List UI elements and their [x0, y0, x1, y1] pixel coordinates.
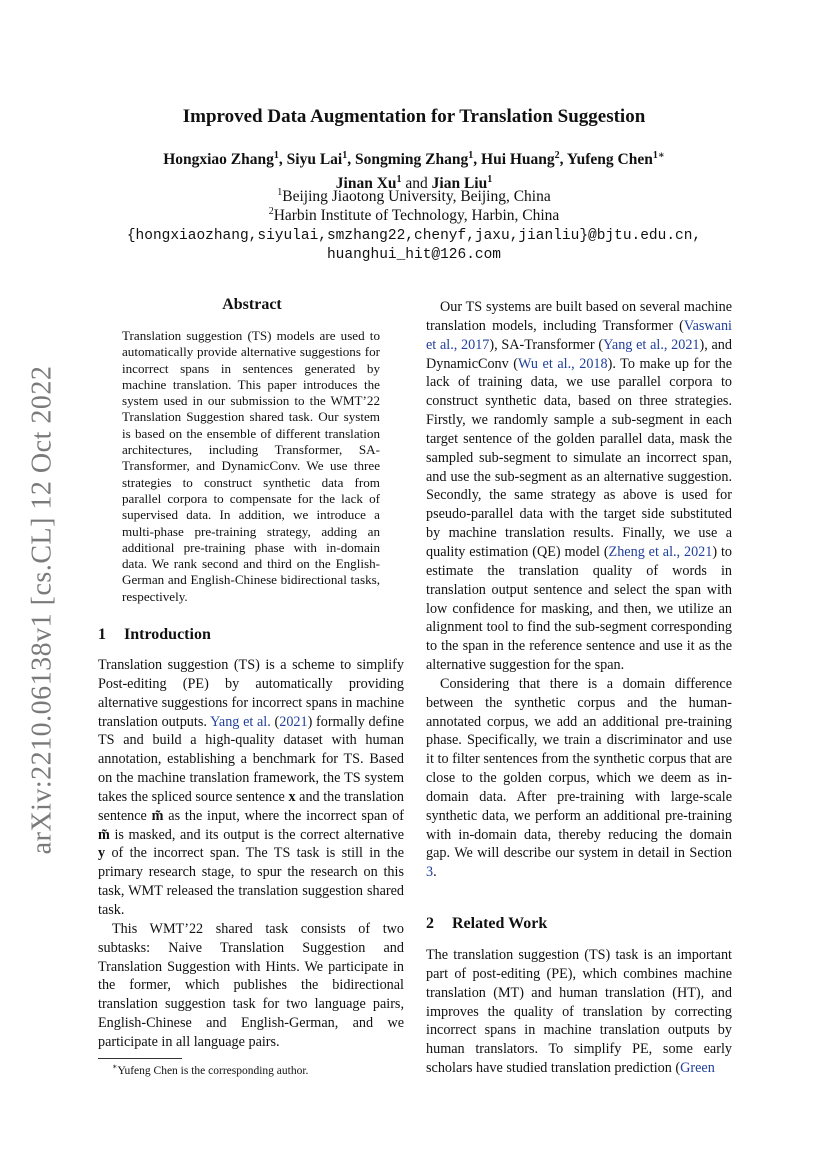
footnote: ∗Yufeng Chen is the corresponding author.	[112, 1062, 309, 1077]
author-name: Songming Zhang	[354, 151, 469, 169]
citation-link[interactable]: Wu et al., 2018	[518, 355, 608, 372]
author-line-2: Jinan Xu$^1$ and Jian Liu$^1$	[335, 174, 493, 193]
email-line-2[interactable]: huanghui_hit@126.com	[326, 247, 502, 263]
author-conjunction: and	[405, 175, 428, 193]
section-1-heading: 1 Introduction	[98, 626, 211, 643]
citation-link[interactable]: Zheng et al., 2021	[608, 543, 713, 560]
citation-year-link[interactable]: 2021	[279, 713, 308, 730]
citation-link[interactable]: Vaswani et al., 2017	[426, 317, 732, 353]
citation-link[interactable]: Green	[680, 1060, 715, 1077]
citation-link[interactable]: Yang et al., 2021	[603, 336, 700, 353]
right-column-body	[426, 298, 732, 882]
math-x: x	[288, 788, 296, 805]
author-name: Siyu Lai	[286, 151, 343, 169]
author-line-1: Hongxiao Zhang$^1$, Siyu Lai$^1$, Songming Zhang$^1$, Hui Huang$^2$, Yufeng Chen$^{1∗}$	[163, 150, 665, 169]
author-name: Yufeng Chen	[566, 151, 653, 169]
affiliation-1: $^1$Beijing Jiaotong University, Beijing, China	[277, 187, 551, 206]
intro-paragraph-2: This WMT’22 shared task consists of two subtasks: Naive Translation Suggestion and Translation Suggestion with Hints. We participate in the former, which publishes the bidirectional translation suggestion task for two language pairs, English-Chinese and English-German, and we participate in all language pairs.	[98, 920, 404, 1050]
related-work-body	[426, 946, 732, 1078]
paper-title: Improved Data Augmentation for Translation Suggestion	[182, 106, 646, 127]
section-reference-link[interactable]: 3	[426, 864, 434, 881]
domain-paragraph: Considering that there is a domain difference between the synthetic corpus and the human-annotated corpus, we add an additional pre-training phase. Specifically, we train a discriminator and use it to filter sentences from the synthetic corpus that are close to the golden corpus, which we deem as in-domain data. After pre-training with large-scale synthetic data, we perform an additional pre-training with in-domain data, thereby reducing the domain gap. We will describe our system in detail in Section 3.	[426, 675, 732, 881]
author-name: Hongxiao Zhang	[163, 151, 274, 169]
abstract-text: Translation suggestion (TS) models are used to automatically provide alternative suggestions for incorrect spans in sentences generated by machine translation. This paper introduces the system used in our submission to the WMT’22 Translation Suggestion shared task. Our system is based on the ensemble of different translation architectures, including Transformer, SA-Transformer, and DynamicConv. We use three strategies to construct synthetic data from parallel corpora to compensate for the lack of supervised data. In addition, we introduce a multi-phase pre-training strategy, adding an additional pre-training phase with in-domain data. We rank second and third on the English-German and English-Chinese bidirectional tasks, respectively.	[122, 328, 380, 604]
author-name: Jian Liu	[431, 175, 488, 193]
systems-paragraph: Our TS systems are built based on several machine translation models, including Transformer (Vaswani et al., 2017), SA-Transformer (Yang et al., 2021), and DynamicConv (Wu et al., 2018). To make up for the lack of training data, we use parallel corpora to construct synthetic data, based on three strategies. Firstly, we randomly sample a sub-segment in each target sentence of the golden parallel data, mask the sampled sub-segment to simulate an incorrect span, and use the sub-segment as an alternative suggestion. Secondly, the same strategy as above is used for pseudo-parallel data with the target side substituted by machine translation results. Finally, we use a quality estimation (QE) model (Zheng et al., 2021) to estimate the translation quality of words in translation output sentence and select the span with low confidence for masking, and then, we utilize an alignment tool to find the sub-segment corresponding to the span in the reference sentence and use it as the alternative suggestion for the span.	[426, 299, 732, 674]
introduction-body	[98, 656, 404, 1052]
abstract-heading: Abstract	[222, 296, 282, 313]
intro-paragraph-1: Translation suggestion (TS) is a scheme to simplify Post-editing (PE) by automatically providing alternative suggestions for incorrect spans in machine translation outputs. Yang et al. (2021) formally define TS and build a high-quality dataset with human annotation, establishing a benchmark for TS. Based on the machine translation framework, the TS system takes the spliced source sentence x and the translation sentence m̃ as the input, where the incorrect span of m̃ is masked, and its output is the correct alternative y of the incorrect span. The TS task is still in the primary research stage, to spur the research on this task, WMT released the translation suggestion shared task.	[98, 657, 405, 918]
math-m: m̃	[98, 826, 110, 843]
arxiv-identifier: arXiv:2210.06138v1 [cs.CL] 12 Oct 2022	[26, 365, 57, 855]
author-name: Jinan Xu	[335, 175, 397, 193]
arxiv-margin-stamp	[22, 360, 62, 860]
footnote-rule	[98, 1058, 182, 1059]
math-m: m̃	[151, 807, 164, 824]
related-work-paragraph: The translation suggestion (TS) task is an important part of post-editing (PE), which combines machine translation (MT) and human translation (HT), and improves the quality of translation by correcting incorrect spans in machine translation outputs by human translators. To simplify PE, some early scholars have studied translation prediction (Green	[426, 947, 732, 1077]
math-y: y	[98, 845, 106, 862]
section-2-heading: 2 Related Work	[426, 915, 548, 932]
affiliation-2: $^2$Harbin Institute of Technology, Harbin, China	[268, 206, 560, 225]
author-name: Hui Huang	[481, 151, 555, 169]
email-line-1[interactable]: {hongxiaozhang,siyulai,smzhang22,chenyf,jaxu,jianliu}@bjtu.edu.cn,	[126, 228, 702, 244]
citation-link[interactable]: Yang et al.	[210, 713, 271, 730]
